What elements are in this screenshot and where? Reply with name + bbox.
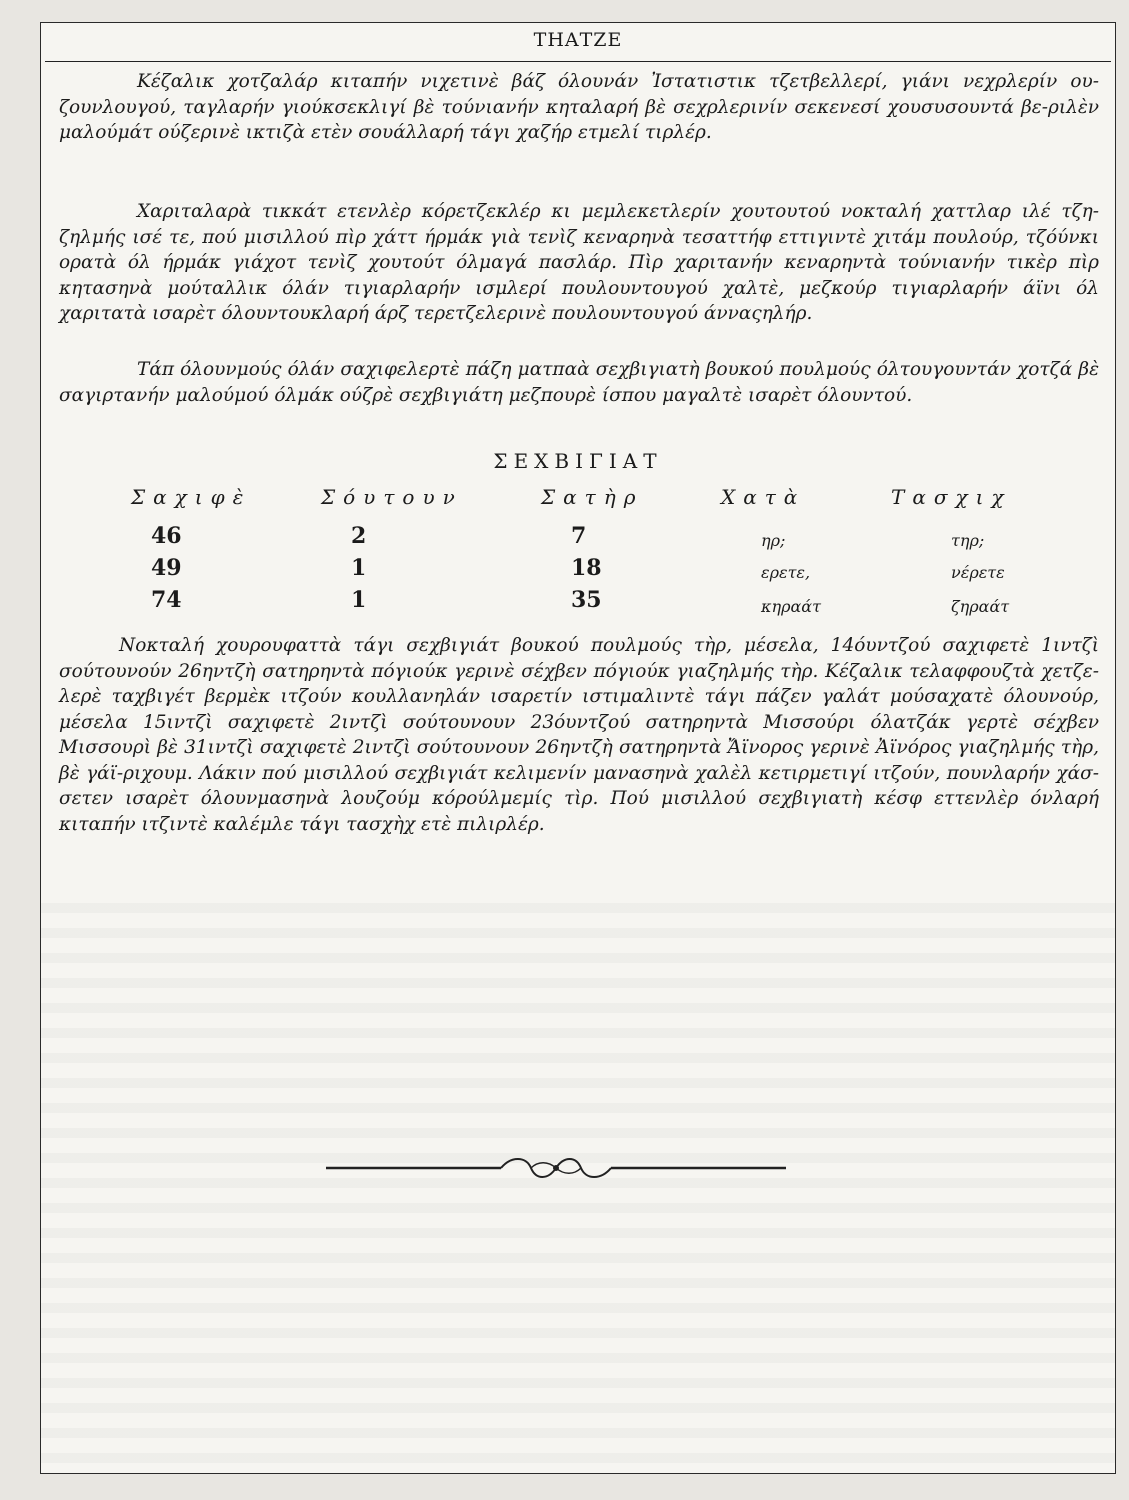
cell-line: 18	[571, 555, 602, 581]
errata-title: ΣΕΧΒΙΓΙΑΤ	[493, 449, 663, 473]
paragraph-4: Νοκταλή χουρουφαττὰ τάγι σεχβιγιάτ βουκού πουλμούς τὴρ, μέσελα, 14όυντζού σαχιφετὲ 1ιντζὶ σούτουνούν 26ηντζὴ σατηρηντὰ πόγιούκ γερινὲ σέχβεν πόγιούκ γιαζηλμής τὴρ. Κέζαλικ τελαφφουζτὰ χετζε-λερὲ ταχβιγέτ βερμὲκ ιτζούν κουλλανηλάν ισαρετίν ιστιμαλιντὲ τάγι πάζεν γαλάτ μούσαχατὲ όλουνούρ, μέσελα 15ιντζὶ σαχιφετὲ 2ιντζὶ σούτουνουν 23όυντζού σατηρηντὰ Μισσούρι όλατζάκ γερτὲ σέχβεν Μισσουρὶ βὲ 31ιντζὶ σαχιφετὲ 2ιντζὶ σούτουνουν 26ηντζὴ σατηρηντὰ Ἄϊνορος γερινὲ Ἀϊνόρος γιαζηλμής τὴρ, βὲ γάϊ-ριχουμ. Λάκιν πού μισιλλού σεχβιγιάτ κελιμενίν μανασηνὰ χαλὲλ κετιρμετιγί ιτζούν, πουνλαρήν χάσ-σετεν ισαρὲτ όλουνμασηνὰ λουζούμ κόρούλμεμίς τὶρ. Πού μισιλλού σεχβιγιατὴ κέσφ εττενλὲρ όνλαρή κιταπήν ιτζιντὲ καλέμλε τάγι τασχὴχ ετὲ πιλιρλέρ.	[59, 635, 1099, 835]
running-header: ΤΗΑΤΖΕ	[533, 29, 623, 51]
paragraph-3: Τάπ όλουνμούς όλάν σαχιφελερτὲ πάζη ματπαὰ σεχβιγιατὴ βουκού πουλμούς όλτουγουντάν χοτζά βὲ σαγιρτανήν μαλούμού όλμάκ ούζρὲ σεχβιγιάτη μεζπουρὲ ίσπου μαγαλτὲ ισαρὲτ όλουντού.	[59, 359, 1099, 406]
cell-correction: νέρετε	[951, 563, 1005, 582]
page	[40, 22, 1116, 1474]
paragraph-1: Κέζαλικ χοτζαλάρ κιταπήν νιχετινὲ βάζ όλουνάν Ἰστατιστικ τζετβελλερί, γιάνι νεχρλερίν ου-ζουνλουγού, ταγλαρήν γιούκσεκλιγί βὲ τούνιανήν κηταλαρή βὲ σεχρλερινίν σεκενεσί χουσυσουντά βε-ριλὲν μαλούμάτ ούζερινὲ ικτιζὰ ετὲν σουάλλαρή τάγι χαζήρ ετμελί τιρλέρ.	[59, 71, 1099, 143]
cell-error: κηραάτ	[761, 597, 821, 616]
cell-correction: τηρ;	[951, 531, 985, 550]
col-header-column: Σόυτουν	[321, 485, 463, 509]
ornament-divider	[326, 1151, 786, 1185]
col-header-page: Σαχιφὲ	[131, 485, 252, 509]
cell-column: 2	[351, 523, 367, 549]
cell-page: 74	[151, 587, 182, 613]
paragraph-2: Χαριταλαρὰ τικκάτ ετενλὲρ κόρετζεκλέρ κι μεμλεκετλερίν χουτουτού νοκταλή χαττλαρ ιλέ τζη-ζηλμής ισέ τε, πού μισιλλού πὶρ χάττ ήρμάκ γιὰ τενὶζ κεναρηνὰ τεσαττήφ εττιγιντὲ χιτάμ πουλούρ, τζόύνκι ορατὰ όλ ήρμάκ γιάχοτ τενὶζ χουτούτ όλμαγά πασλάρ. Πὶρ χαριτανήν κεναρηντὰ τούνιανήν τικὲρ πὶρ κητασηνὰ μούταλλικ όλάν τιγιαρλαρήν ισμλερί πουλουντουγού χαλτὲ, μεζκούρ τιγιαρλαρήν άϊνι όλ χαριτατὰ ισαρὲτ όλουντουκλαρή άρζ τερετζελερινὲ πουλουντουγού άνναςηλήρ.	[59, 201, 1099, 324]
cell-error: ερετε,	[761, 563, 811, 582]
cell-page: 49	[151, 555, 182, 581]
col-header-line: Σατὴρ	[541, 485, 644, 509]
cell-column: 1	[351, 587, 367, 613]
header-rule	[45, 61, 1111, 62]
col-header-error: Χατὰ	[721, 485, 806, 509]
cell-line: 7	[571, 523, 587, 549]
cell-line: 35	[571, 587, 602, 613]
cell-error: ηρ;	[761, 531, 786, 550]
cell-correction: ζηραάτ	[951, 597, 1010, 616]
cell-page: 46	[151, 523, 182, 549]
col-header-correction: Τασχιχ	[891, 485, 1012, 509]
cell-column: 1	[351, 555, 367, 581]
